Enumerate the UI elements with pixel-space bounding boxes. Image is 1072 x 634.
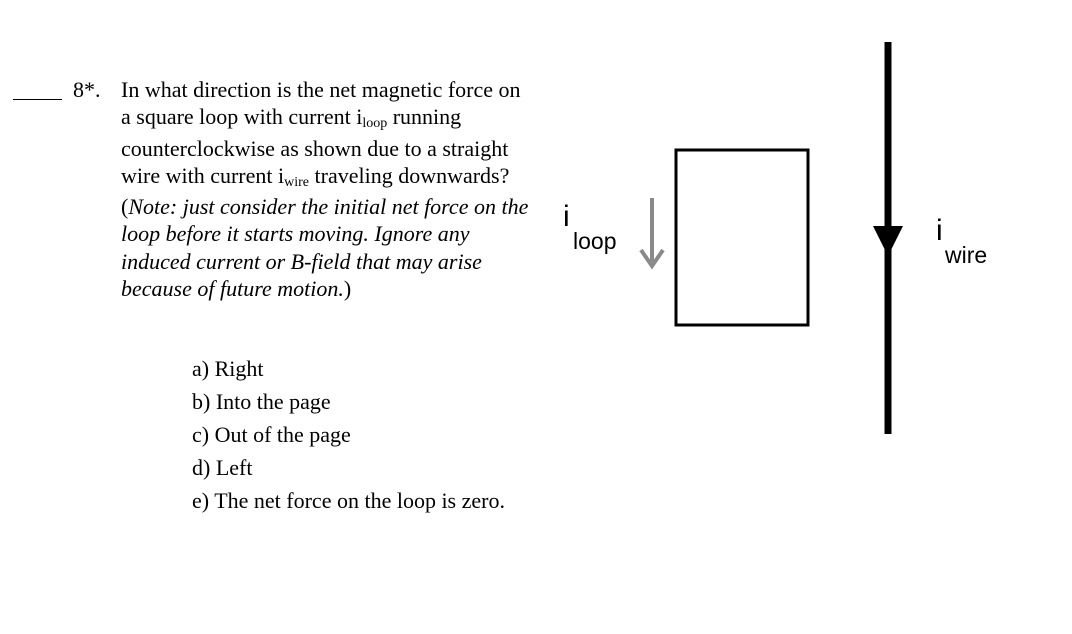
question-text-part-4: ) [343,276,352,302]
loop-current-arrow [641,198,663,266]
question-text-part-1: In what direction is the net magnetic force on a square loop with current i [121,77,521,130]
choice-c: c) Out of the page [192,422,351,447]
square-loop [676,150,808,325]
loop-current-label-subscript: loop [573,228,617,254]
choice-e: e) The net force on the loop is zero. [192,488,505,513]
wire-current-label-subscript: wire [945,242,988,268]
choice-d: d) Left [192,455,253,480]
question-text-part-3: traveling downwards? ( [121,162,510,220]
choice-a: a) Right [192,356,264,381]
loop-current-label-i: i [563,200,570,233]
question-text-part-2: running counterclockwise as shown due to a straight wire with current i [121,104,509,188]
wire-current-subscript: wire [284,174,309,190]
choice-b: b) Into the page [192,389,331,414]
question-note: Note: just consider the initial net force on the loop before it starts moving. Ignore any induced current or B-field that may arise because of future motion. [121,194,529,302]
wire-current-label-i: i [936,214,943,247]
question-number: 8*. [73,77,101,102]
wire-current-arrowhead [873,226,903,256]
loop-current-subscript: loop [362,116,388,132]
